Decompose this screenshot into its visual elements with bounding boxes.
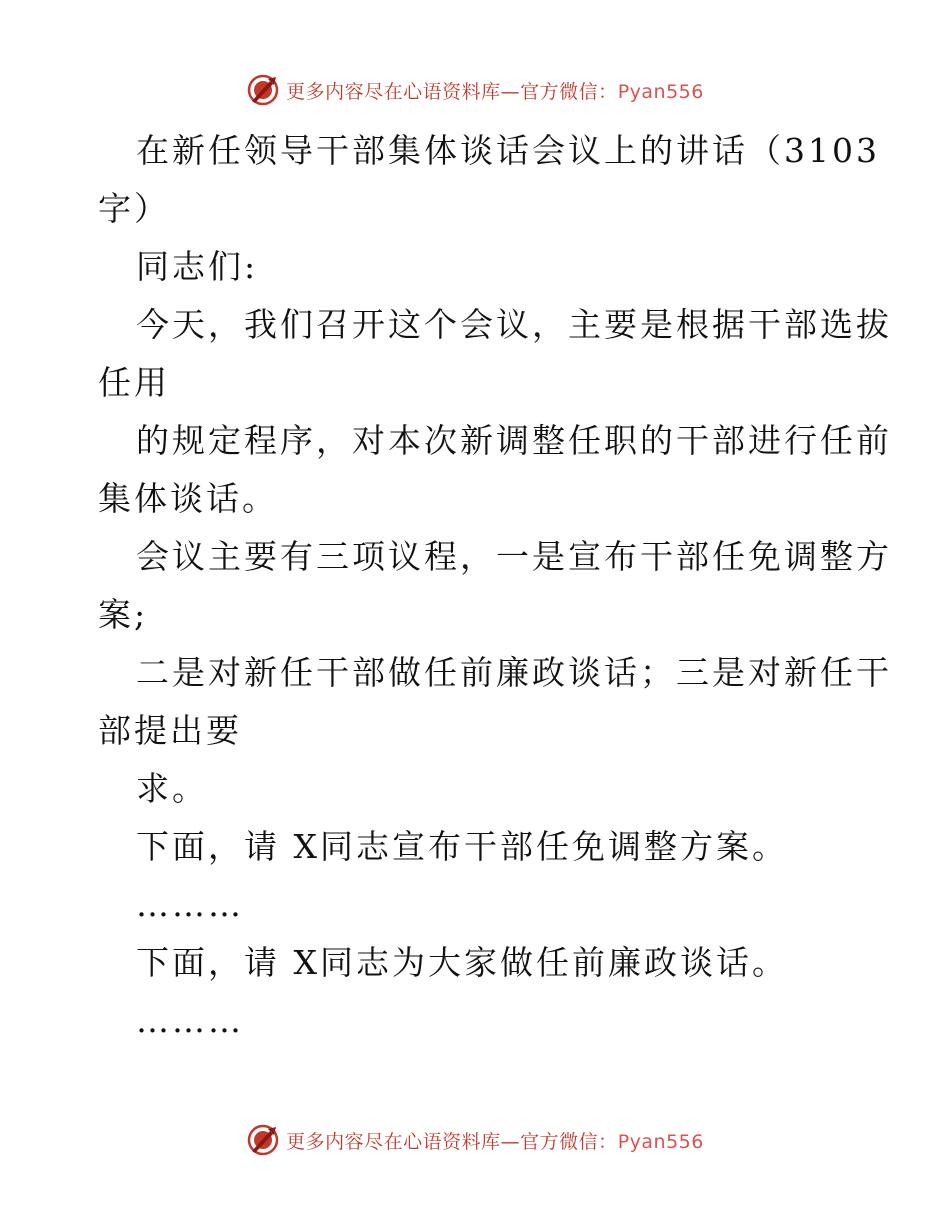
document-body [98, 122, 892, 1050]
text-line: 在新任领导干部集体谈话会议上的讲话（3103 [136, 131, 880, 170]
quill-logo-icon [246, 1123, 280, 1157]
watermark-id: Pyan556 [617, 1130, 704, 1153]
text-line: 会议主要有三项议程，一是宣布干部任免调整方 [136, 537, 892, 576]
header-watermark [0, 70, 950, 110]
text-line: ……… [136, 1001, 244, 1040]
watermark-id: Pyan556 [617, 80, 704, 103]
watermark-separator: — [500, 1130, 521, 1153]
watermark-label: 官方微信： [520, 80, 618, 103]
text-line: 下面，请 X同志为大家做任前廉政谈话。 [136, 943, 788, 982]
watermark-text: 更多内容尽在心语资料库 [286, 1130, 501, 1153]
quill-logo-icon [246, 73, 280, 107]
watermark-text: 更多内容尽在心语资料库 [286, 80, 501, 103]
text-line: 集体谈话。 [98, 479, 278, 518]
text-line: 下面，请 X同志宣布干部任免调整方案。 [136, 827, 788, 866]
text-line: ……… [136, 885, 244, 924]
text-line: 二是对新任干部做任前廉政谈话；三是对新任干 [136, 653, 892, 692]
text-line: 的规定程序，对本次新调整任职的干部进行任前 [136, 421, 892, 460]
watermark-label: 官方微信： [520, 1130, 618, 1153]
text-line: 今天，我们召开这个会议，主要是根据干部选拔 [136, 305, 892, 344]
text-line: 任用 [98, 363, 170, 402]
text-line: 案; [98, 595, 149, 634]
text-line: 部提出要 [98, 711, 242, 750]
watermark-separator: — [500, 80, 521, 103]
text-line: 求。 [136, 769, 208, 808]
text-line: 同志们: [136, 247, 259, 286]
footer-watermark [0, 1120, 950, 1160]
text-line: 字） [98, 189, 170, 228]
